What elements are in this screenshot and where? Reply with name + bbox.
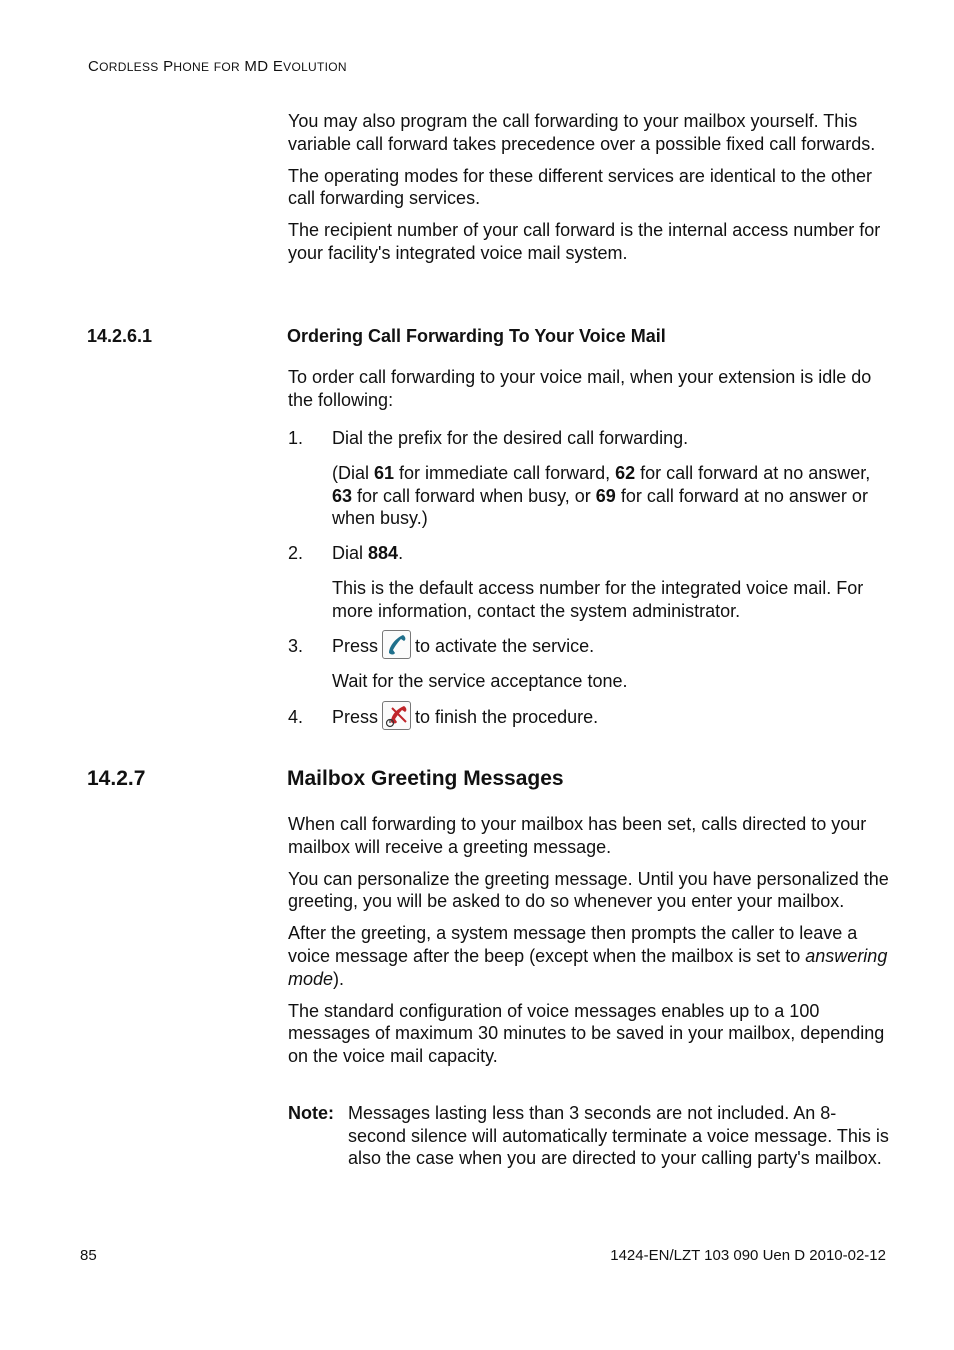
text: ). [333, 968, 345, 989]
text: for call forward at no answer, [635, 463, 871, 483]
text: After the greeting, a system message then prompts the caller to leave a voice message after the beep (except when the mailbox is set to [288, 923, 858, 966]
header-text: C [88, 58, 100, 75]
emphasis: answering mode [288, 945, 888, 989]
step-number: 2. [288, 543, 304, 563]
prefix-code: 62 [615, 463, 636, 483]
access-code: 884 [368, 543, 399, 563]
paragraph: The operating modes for these different services are identical to the other call forwarding services. [288, 165, 872, 209]
header-text: VOLUTION [283, 60, 347, 74]
header-text: MD [244, 58, 269, 75]
section-number: 14.2.7 [87, 767, 146, 790]
text: for call forward when busy, or [352, 485, 596, 506]
step-2-detail: This is the default access number for the integrated voice mail. For more information, contact the system administrator. [332, 578, 864, 621]
paragraph: To order call forwarding to your voice mail, when your extension is idle do the following: [288, 367, 872, 410]
section-title: Mailbox Greeting Messages [287, 767, 564, 790]
prefix-code: 63 [332, 485, 353, 506]
order-intro [288, 366, 894, 421]
paragraph: You may also program the call forwarding to your mailbox yourself. This variable call forward takes precedence over a possible fixed call forwards. [288, 111, 876, 154]
header-text: ORDLESS [99, 60, 159, 74]
paragraph [288, 922, 894, 990]
text: to finish the procedure. [415, 707, 599, 727]
text: Press [332, 707, 379, 727]
intro-block [288, 110, 894, 274]
paragraph: The recipient number of your call forward is the internal access number for your facility's integrated voice mail system. [288, 220, 881, 263]
paragraph: The standard configuration of voice messages enables up to a 100 messages of maximum 30 minutes to be saved in your mailbox, depending on the voice mail capacity. [288, 1000, 885, 1066]
running-header [88, 58, 347, 75]
step-3-detail: Wait for the service acceptance tone. [332, 671, 628, 691]
text: Press [332, 636, 379, 656]
page-number: 85 [80, 1247, 97, 1264]
step-1-detail [332, 462, 894, 530]
paragraph: When call forwarding to your mailbox has been set, calls directed to your mailbox will receive a greeting message. [288, 814, 867, 857]
prefix-code: 61 [374, 463, 395, 483]
note-label: Note: [288, 1103, 334, 1123]
document-id: 1424-EN/LZT 103 090 Uen D 2010-02-12 [610, 1247, 886, 1264]
text: for immediate call forward, [394, 463, 616, 483]
step-text [332, 635, 892, 659]
step-number: 3. [288, 636, 304, 656]
header-text: HONE [173, 60, 210, 74]
step-number: 1. [288, 428, 304, 448]
section-title: Ordering Call Forwarding To Your Voice Mail [287, 326, 666, 346]
header-text: P [163, 58, 174, 75]
text: for call forward at no answer or when busy.) [332, 485, 868, 529]
header-text: FOR [213, 60, 240, 74]
phone-end-icon [382, 701, 411, 730]
greeting-block [288, 813, 894, 1077]
header-text: E [272, 58, 284, 75]
section-number: 14.2.6.1 [87, 326, 153, 346]
text: Dial [332, 543, 369, 563]
text: (Dial [332, 463, 375, 483]
paragraph: You can personalize the greeting message. Until you have personalized the greeting, you will be asked to do so whenever you enter your mailbox. [288, 868, 889, 912]
prefix-code: 69 [595, 485, 616, 506]
step-text [332, 542, 892, 565]
text: . [398, 543, 404, 563]
step-text [332, 706, 892, 730]
phone-call-icon [382, 630, 411, 659]
step-text: Dial the prefix for the desired call forwarding. [332, 428, 689, 448]
text: to activate the service. [415, 636, 595, 656]
step-number: 4. [288, 707, 304, 727]
note-text: Messages lasting less than 3 seconds are not included. An 8-second silence will automatically terminate a voice message. This is also the case when you are directed to your calling party's mailbox. [348, 1103, 889, 1169]
